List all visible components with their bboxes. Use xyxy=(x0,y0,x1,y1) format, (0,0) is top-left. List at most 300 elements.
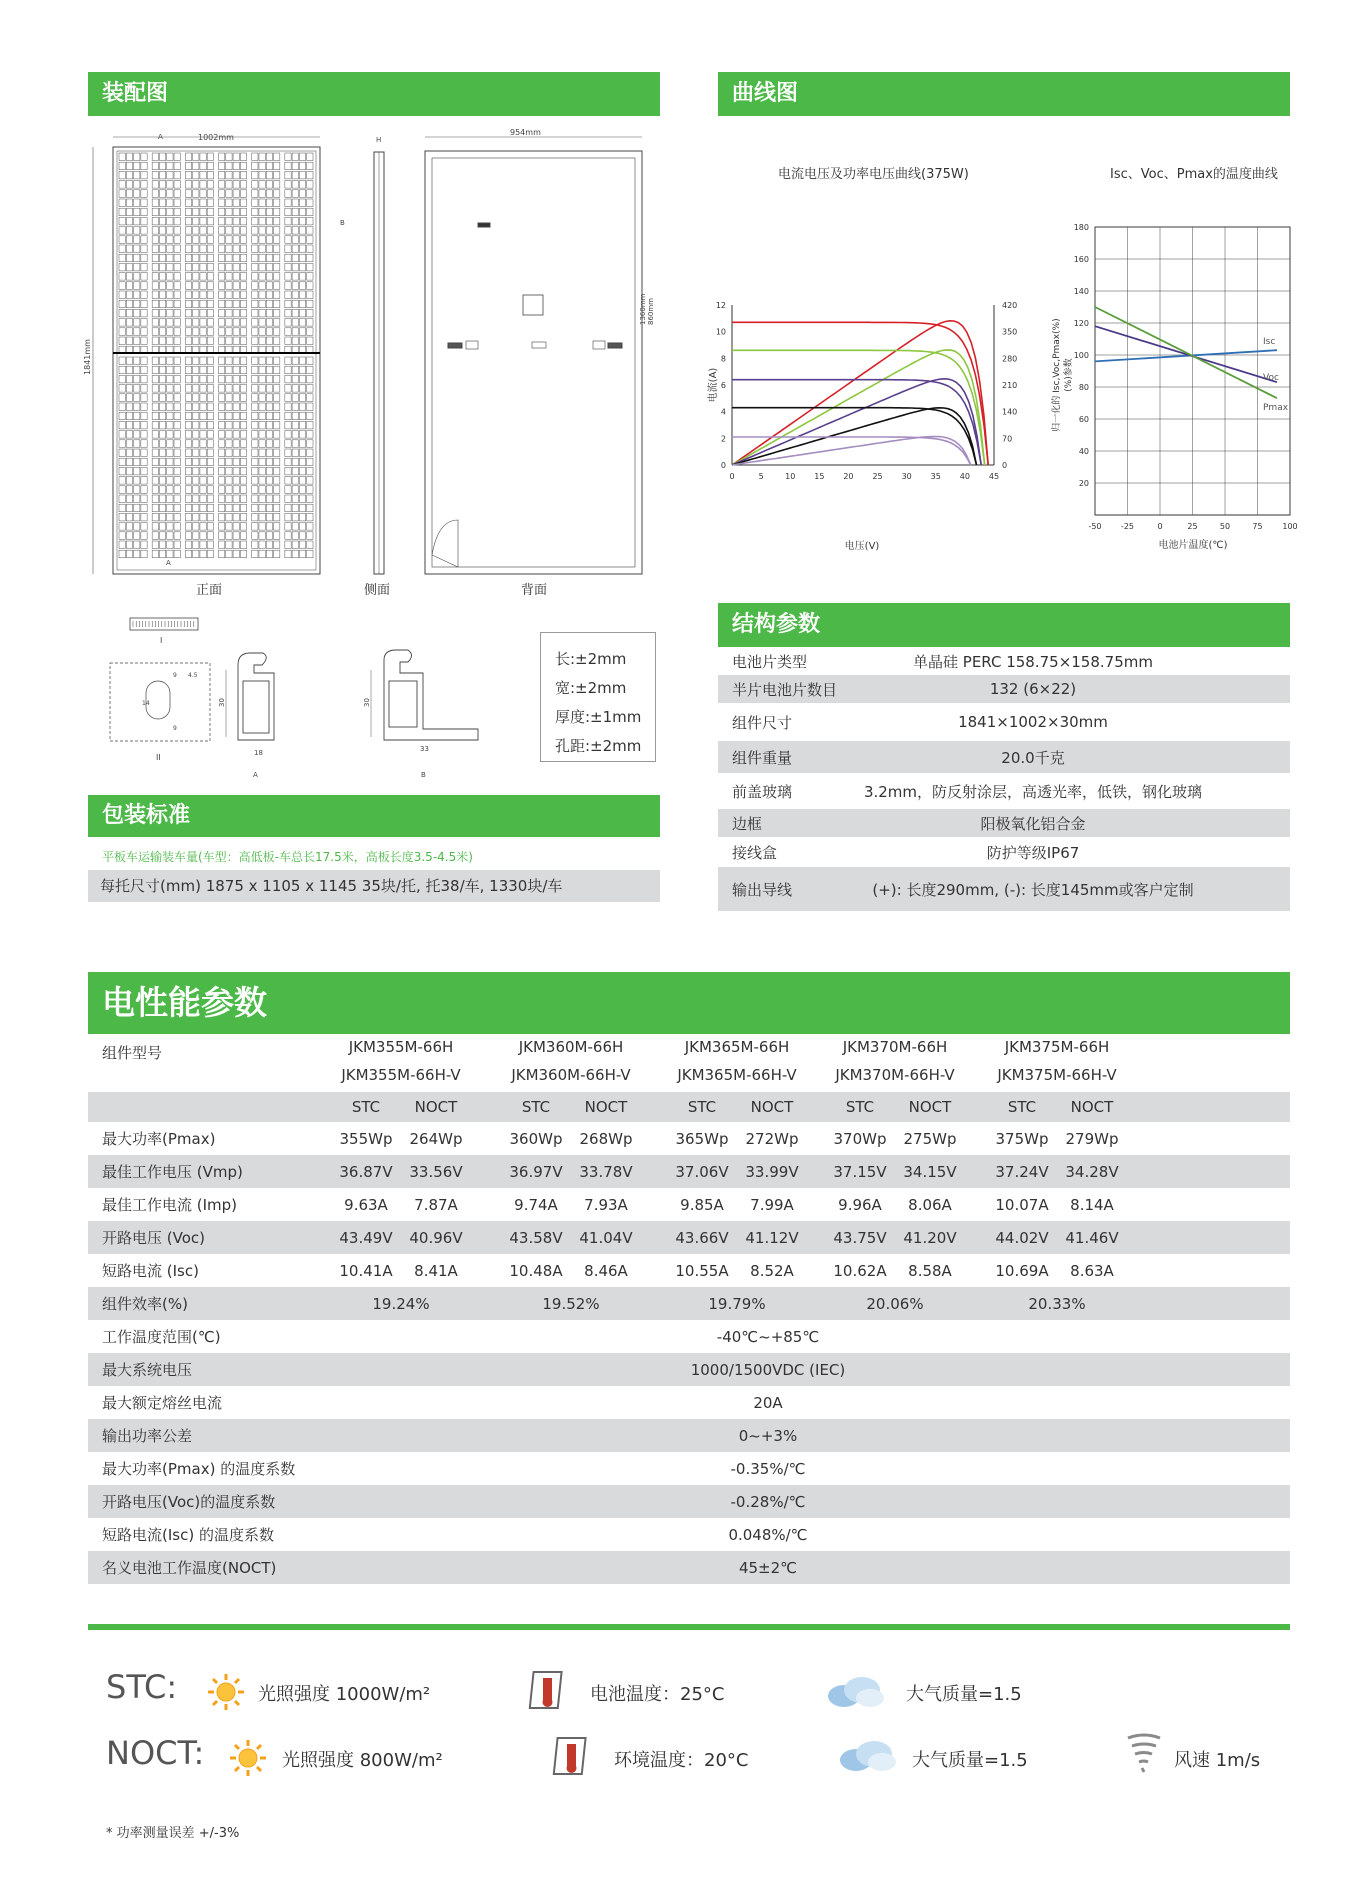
cell-slot xyxy=(185,328,191,336)
structure-label: 电池片类型 xyxy=(732,652,808,671)
x-tick-label: 50 xyxy=(1219,522,1231,531)
cell-slot xyxy=(200,467,206,475)
electrical-value: 7.93A xyxy=(584,1195,628,1214)
efficiency-row xyxy=(88,1287,1290,1320)
cell-slot xyxy=(185,523,191,531)
cell-slot xyxy=(274,319,280,327)
cell-slot xyxy=(185,227,191,235)
cell-slot xyxy=(174,328,180,336)
cell-slot xyxy=(252,263,258,271)
cell-slot xyxy=(134,523,140,531)
cell-slot xyxy=(126,385,132,393)
cell-slot xyxy=(134,227,140,235)
cell-slot xyxy=(207,190,213,198)
cell-slot xyxy=(152,217,158,225)
cell-slot xyxy=(274,273,280,281)
cell-slot xyxy=(299,412,305,420)
cell-slot xyxy=(200,153,206,161)
cell-slot xyxy=(119,375,125,383)
cell-slot xyxy=(167,245,173,253)
profile-b-width: 33 xyxy=(420,745,429,753)
cell-slot xyxy=(240,412,246,420)
cell-slot xyxy=(259,282,265,290)
tolerance-length: 长:±2mm xyxy=(555,650,627,668)
electrical-single-row xyxy=(88,1386,1290,1419)
cell-slot xyxy=(259,208,265,216)
cell-slot xyxy=(219,449,225,457)
cell-slot xyxy=(193,550,199,558)
cell-slot xyxy=(259,171,265,179)
cell-slot xyxy=(185,467,191,475)
cell-slot xyxy=(266,412,272,420)
cell-slot xyxy=(292,291,298,299)
cell-slot xyxy=(174,273,180,281)
cell-slot xyxy=(159,541,165,549)
cell-slot xyxy=(285,245,291,253)
cell-slot xyxy=(259,190,265,198)
cell-slot xyxy=(226,541,232,549)
cell-slot xyxy=(233,337,239,345)
cell-slot xyxy=(299,309,305,317)
cell-slot xyxy=(299,513,305,521)
cell-slot xyxy=(233,385,239,393)
cell-slot xyxy=(126,366,132,374)
cell-slot xyxy=(134,467,140,475)
cell-slot xyxy=(240,282,246,290)
cell-slot xyxy=(167,486,173,494)
cell-slot xyxy=(226,208,232,216)
side-view-drawing xyxy=(374,152,384,574)
packaging-header: 包装标准 xyxy=(88,795,660,837)
cell-slot xyxy=(266,403,272,411)
cell-slot xyxy=(233,309,239,317)
cell-slot xyxy=(266,449,272,457)
cell-slot xyxy=(193,236,199,244)
electrical-value: 37.24V xyxy=(995,1162,1049,1181)
cell-slot xyxy=(226,263,232,271)
cell-slot xyxy=(174,421,180,429)
cell-slot xyxy=(259,227,265,235)
cell-slot xyxy=(200,190,206,198)
model-name-v: JKM355M-66H-V xyxy=(341,1066,461,1084)
cell-slot xyxy=(252,421,258,429)
cell-slot xyxy=(266,486,272,494)
cell-slot xyxy=(266,300,272,308)
cell-slot xyxy=(141,421,147,429)
cell-slot xyxy=(299,181,305,189)
cell-slot xyxy=(174,254,180,262)
label-ii: II xyxy=(156,753,161,762)
cell-slot xyxy=(174,486,180,494)
cell-slot xyxy=(141,375,147,383)
electrical-value: 41.46V xyxy=(1065,1228,1119,1247)
y2-tick-label: 210 xyxy=(1002,381,1018,390)
electrical-value: 9.85A xyxy=(680,1195,724,1214)
cell-slot xyxy=(299,394,305,402)
cell-slot xyxy=(134,385,140,393)
cell-slot xyxy=(285,394,291,402)
cell-slot xyxy=(119,412,125,420)
cell-slot xyxy=(152,190,158,198)
cell-slot xyxy=(152,227,158,235)
cell-slot xyxy=(119,162,125,170)
cell-slot xyxy=(266,504,272,512)
cell-slot xyxy=(226,375,232,383)
cell-slot xyxy=(119,309,125,317)
cell-slot xyxy=(274,181,280,189)
cell-slot xyxy=(240,300,246,308)
cell-slot xyxy=(259,440,265,448)
cell-slot xyxy=(141,458,147,466)
structure-value: 1841×1002×30mm xyxy=(958,713,1108,731)
cell-slot xyxy=(134,541,140,549)
cell-slot xyxy=(159,263,165,271)
thermometer-icon-2 xyxy=(552,1734,592,1778)
cell-slot xyxy=(266,495,272,503)
cell-slot xyxy=(259,300,265,308)
cell-slot xyxy=(141,403,147,411)
cell-slot xyxy=(219,513,225,521)
cell-slot xyxy=(174,309,180,317)
cell-slot xyxy=(274,217,280,225)
cell-slot xyxy=(233,504,239,512)
cell-slot xyxy=(152,477,158,485)
cell-slot xyxy=(159,403,165,411)
y2-tick-label: 280 xyxy=(1002,354,1018,364)
cell-slot xyxy=(307,357,313,365)
cell-slot xyxy=(266,263,272,271)
cell-slot xyxy=(152,319,158,327)
cell-slot xyxy=(307,486,313,494)
structure-row xyxy=(718,741,1290,773)
cell-slot xyxy=(119,181,125,189)
cell-slot xyxy=(126,171,132,179)
cell-slot xyxy=(252,412,258,420)
cell-slot xyxy=(307,477,313,485)
tolerance-width: 宽:±2mm xyxy=(555,679,627,697)
cell-slot xyxy=(274,421,280,429)
cell-slot xyxy=(274,300,280,308)
cell-slot xyxy=(119,328,125,336)
noct-wind: 风速 1m/s xyxy=(1174,1750,1261,1771)
cell-slot xyxy=(167,217,173,225)
cell-slot xyxy=(174,171,180,179)
y-tick-label: 120 xyxy=(1073,319,1089,328)
cell-slot xyxy=(126,328,132,336)
cell-slot xyxy=(141,162,147,170)
cell-slot xyxy=(200,495,206,503)
electrical-single-label: 输出功率公差 xyxy=(102,1427,193,1445)
cell-slot xyxy=(274,357,280,365)
cell-slot xyxy=(266,319,272,327)
cell-slot xyxy=(274,440,280,448)
cell-slot xyxy=(292,309,298,317)
cell-slot xyxy=(226,467,232,475)
cell-slot xyxy=(200,403,206,411)
cell-slot xyxy=(219,199,225,207)
cell-slot xyxy=(292,394,298,402)
cell-slot xyxy=(207,523,213,531)
cell-slot xyxy=(226,495,232,503)
model-name: JKM360M-66H xyxy=(518,1038,624,1056)
cell-slot xyxy=(219,412,225,420)
cell-slot xyxy=(119,458,125,466)
cell-slot xyxy=(285,477,291,485)
cell-slot xyxy=(207,337,213,345)
cell-slot xyxy=(266,199,272,207)
cell-slot xyxy=(226,486,232,494)
cell-slot xyxy=(252,190,258,198)
structure-value: 3.2mm，防反射涂层，高透光率，低铁，钢化玻璃 xyxy=(863,782,1203,801)
cell-slot xyxy=(266,458,272,466)
electrical-value: 10.41A xyxy=(339,1261,393,1280)
electrical-single-row xyxy=(88,1485,1290,1518)
cell-slot xyxy=(152,467,158,475)
profile-a-label: A xyxy=(253,771,258,779)
label-i: I xyxy=(160,636,163,645)
cell-slot xyxy=(134,217,140,225)
electrical-label: 最佳工作电流 (Imp) xyxy=(102,1196,238,1214)
structure-row xyxy=(718,703,1290,741)
cell-slot xyxy=(152,236,158,244)
cell-slot xyxy=(226,394,232,402)
cell-slot xyxy=(299,153,305,161)
cell-slot xyxy=(141,328,147,336)
structure-table xyxy=(718,647,1290,927)
cell-slot xyxy=(167,273,173,281)
cell-slot xyxy=(274,337,280,345)
dim-hole-label: 1360mm xyxy=(639,293,647,325)
cell-slot xyxy=(159,532,165,540)
cell-slot xyxy=(141,291,147,299)
cell-slot xyxy=(141,495,147,503)
electrical-value: 272Wp xyxy=(745,1129,799,1148)
noct-irradiance: 光照强度 800W/m² xyxy=(282,1750,443,1771)
cell-slot xyxy=(152,513,158,521)
cell-slot xyxy=(119,486,125,494)
sun-icon xyxy=(206,1672,246,1712)
cell-slot xyxy=(292,153,298,161)
cell-slot xyxy=(200,458,206,466)
y-tick-label: 80 xyxy=(1078,383,1089,392)
cell-slot xyxy=(134,300,140,308)
cell-slot xyxy=(167,385,173,393)
electrical-value: 8.06A xyxy=(908,1195,952,1214)
profile-a-width: 18 xyxy=(254,749,263,757)
cell-slot xyxy=(119,153,125,161)
cell-slot xyxy=(240,550,246,558)
cell-slot xyxy=(266,181,272,189)
cell-slot xyxy=(200,421,206,429)
cell-slot xyxy=(307,217,313,225)
cell-slot xyxy=(252,254,258,262)
cell-slot xyxy=(274,495,280,503)
cell-slot xyxy=(134,504,140,512)
cell-slot xyxy=(226,523,232,531)
structure-label: 组件尺寸 xyxy=(732,713,793,732)
cell-slot xyxy=(266,375,272,383)
cell-slot xyxy=(274,449,280,457)
cell-slot xyxy=(207,385,213,393)
cell-slot xyxy=(299,449,305,457)
cell-slot xyxy=(126,412,132,420)
cell-slot xyxy=(119,357,125,365)
cell-slot xyxy=(119,217,125,225)
cell-slot xyxy=(226,412,232,420)
cell-slot xyxy=(252,550,258,558)
cell-slot xyxy=(134,477,140,485)
cell-slot xyxy=(159,217,165,225)
cell-slot xyxy=(219,319,225,327)
cell-slot xyxy=(233,300,239,308)
y2-tick-label: 70 xyxy=(1002,434,1013,444)
cell-slot xyxy=(141,282,147,290)
cell-slot xyxy=(285,162,291,170)
cell-slot xyxy=(299,208,305,216)
cell-slot xyxy=(259,245,265,253)
cell-slot xyxy=(233,291,239,299)
electrical-single-label: 最大功率(Pmax) 的温度系数 xyxy=(102,1460,296,1478)
cell-slot xyxy=(252,319,258,327)
cell-slot xyxy=(152,282,158,290)
y-tick-label: 180 xyxy=(1073,223,1089,232)
cell-slot xyxy=(307,273,313,281)
cell-slot xyxy=(207,319,213,327)
electrical-value: 9.96A xyxy=(838,1195,882,1214)
cell-slot xyxy=(200,309,206,317)
electrical-value: 43.75V xyxy=(833,1228,887,1247)
cell-slot xyxy=(174,162,180,170)
cell-slot xyxy=(240,263,246,271)
cell-slot xyxy=(207,467,213,475)
cell-slot xyxy=(185,171,191,179)
cell-slot xyxy=(152,541,158,549)
cell-slot xyxy=(307,421,313,429)
cell-slot xyxy=(207,263,213,271)
cell-slot xyxy=(266,431,272,439)
cell-slot xyxy=(141,513,147,521)
cell-slot xyxy=(240,153,246,161)
cell-slot xyxy=(174,319,180,327)
cell-slot xyxy=(226,236,232,244)
cell-slot xyxy=(193,513,199,521)
cell-slot xyxy=(259,449,265,457)
cell-slot xyxy=(141,523,147,531)
cell-slot xyxy=(174,208,180,216)
cell-slot xyxy=(193,523,199,531)
cell-slot xyxy=(274,236,280,244)
electrical-single-label: 最大系统电压 xyxy=(102,1361,193,1379)
electrical-value: 8.63A xyxy=(1070,1261,1114,1280)
cell-slot xyxy=(252,236,258,244)
cell-slot xyxy=(274,541,280,549)
cell-slot xyxy=(193,495,199,503)
structure-value: 单晶硅 PERC 158.75×158.75mm xyxy=(913,652,1153,671)
cell-slot xyxy=(141,181,147,189)
cell-slot xyxy=(259,291,265,299)
cell-slot xyxy=(233,495,239,503)
cell-slot xyxy=(167,513,173,521)
cell-slot xyxy=(207,199,213,207)
cell-slot xyxy=(259,550,265,558)
cell-slot xyxy=(167,477,173,485)
cell-slot xyxy=(259,181,265,189)
structure-value: 132 (6×22) xyxy=(989,680,1077,698)
cell-slot xyxy=(252,440,258,448)
cell-slot xyxy=(134,486,140,494)
x-tick-label: 40 xyxy=(959,472,970,481)
cell-slot xyxy=(193,366,199,374)
cell-slot xyxy=(193,162,199,170)
cell-slot xyxy=(141,541,147,549)
cell-slot xyxy=(226,328,232,336)
cell-slot xyxy=(274,375,280,383)
structure-label: 接线盒 xyxy=(732,843,778,862)
cell-slot xyxy=(141,477,147,485)
cell-slot xyxy=(207,495,213,503)
electrical-value: 36.87V xyxy=(339,1162,393,1181)
cell-slot xyxy=(259,153,265,161)
cell-slot xyxy=(152,385,158,393)
dim-hole2-label: 860mm xyxy=(647,298,655,325)
cell-slot xyxy=(266,467,272,475)
cell-slot xyxy=(299,254,305,262)
cell-slot xyxy=(252,431,258,439)
cell-slot xyxy=(141,504,147,512)
cell-slot xyxy=(167,328,173,336)
cell-slot xyxy=(299,199,305,207)
cell-slot xyxy=(226,366,232,374)
cell-slot xyxy=(152,171,158,179)
cell-slot xyxy=(266,513,272,521)
cell-slot xyxy=(240,291,246,299)
cell-slot xyxy=(285,337,291,345)
cell-slot xyxy=(200,385,206,393)
cell-slot xyxy=(219,357,225,365)
cell-slot xyxy=(233,254,239,262)
cell-slot xyxy=(134,208,140,216)
cell-slot xyxy=(159,550,165,558)
cell-slot xyxy=(193,245,199,253)
cell-slot xyxy=(174,403,180,411)
cell-slot xyxy=(167,504,173,512)
cell-slot xyxy=(259,513,265,521)
cell-slot xyxy=(226,431,232,439)
cell-slot xyxy=(126,357,132,365)
cell-slot xyxy=(193,467,199,475)
cell-slot xyxy=(134,263,140,271)
cell-slot xyxy=(259,458,265,466)
cell-slot xyxy=(174,467,180,475)
cell-slot xyxy=(167,190,173,198)
cell-slot xyxy=(299,328,305,336)
cell-slot xyxy=(226,477,232,485)
cell-slot xyxy=(274,385,280,393)
cell-slot xyxy=(240,245,246,253)
cell-slot xyxy=(299,245,305,253)
cell-slot xyxy=(174,357,180,365)
electrical-single-label: 最大额定熔丝电流 xyxy=(102,1394,223,1412)
cell-slot xyxy=(141,412,147,420)
cell-slot xyxy=(119,245,125,253)
stc-header: STC xyxy=(687,1098,717,1116)
detail-dim-2: 4.5 xyxy=(188,672,198,679)
cell-slot xyxy=(292,513,298,521)
cell-slot xyxy=(219,550,225,558)
cell-slot xyxy=(174,199,180,207)
cell-slot xyxy=(193,171,199,179)
cell-slot xyxy=(233,245,239,253)
